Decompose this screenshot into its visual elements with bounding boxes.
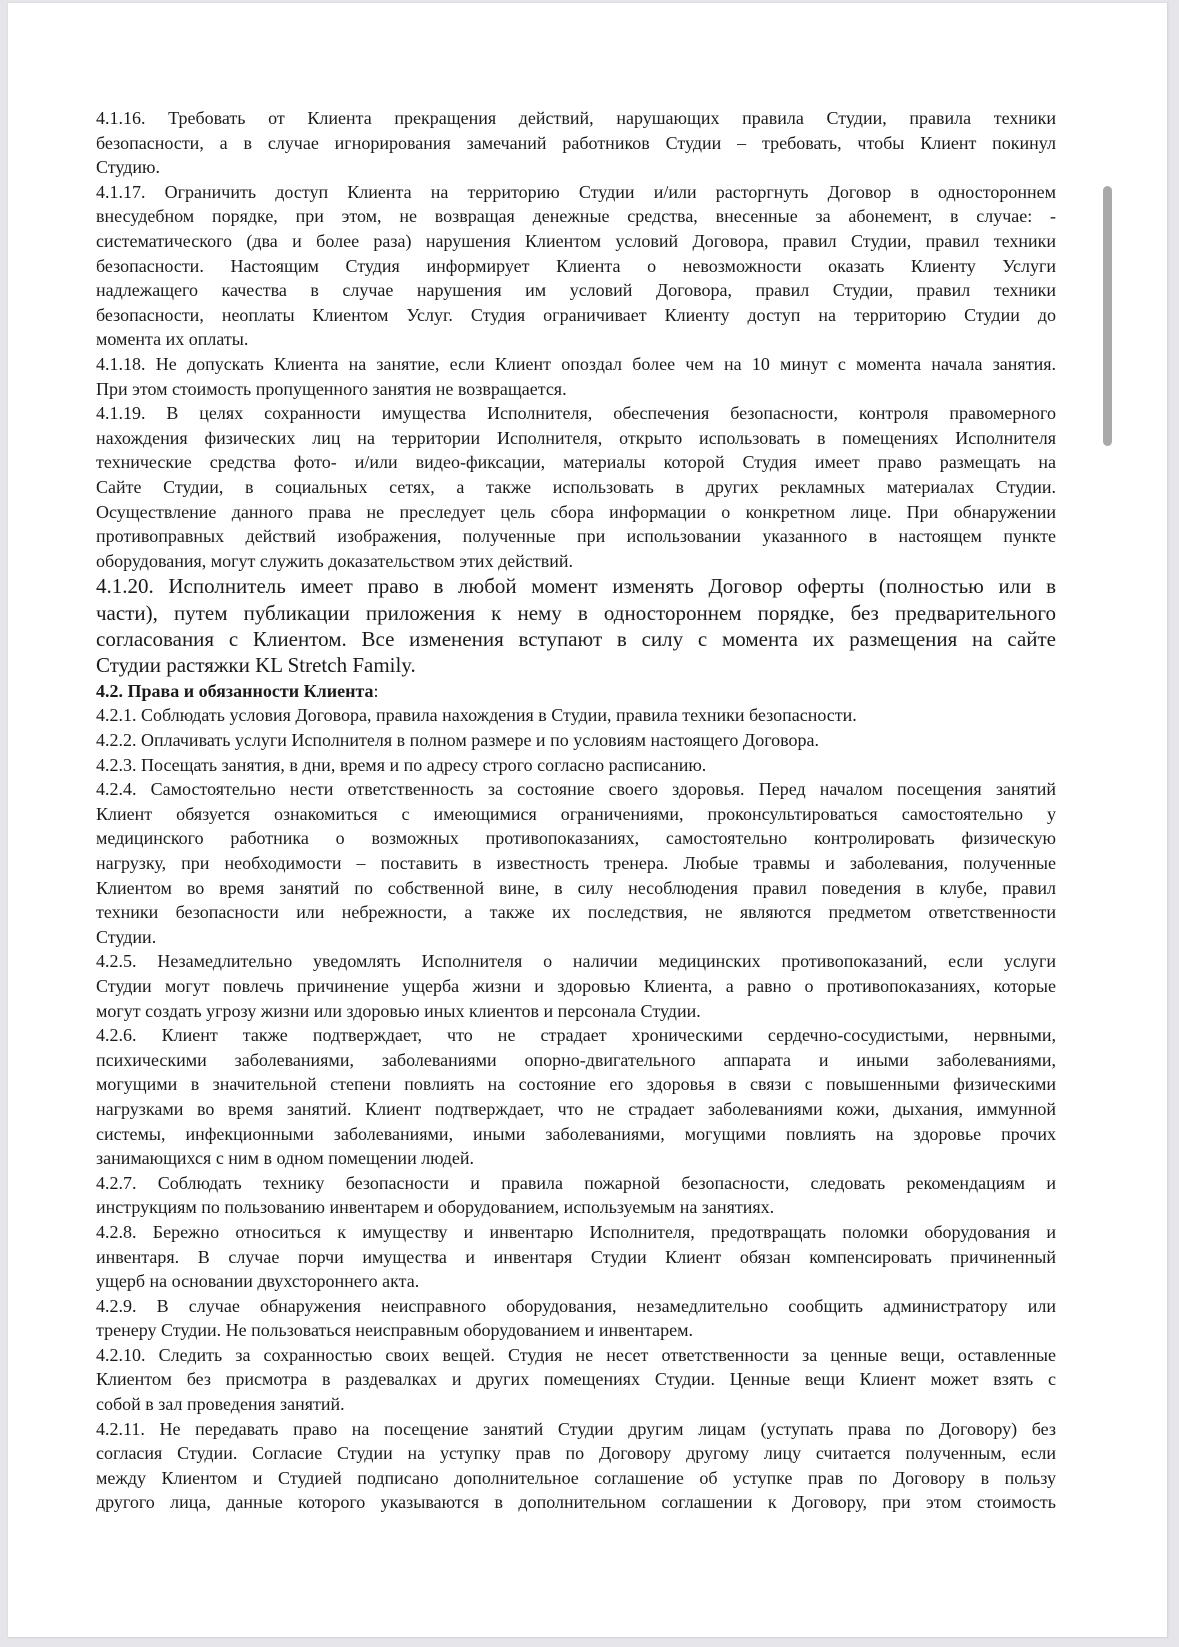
line-text: психическими заболеваниями, заболеваниями опорно-двигательного аппарата и иными заболеваниями, [96,1049,1056,1070]
text-line [96,1195,1056,1220]
text-line [96,876,1056,901]
text-line [96,600,1056,626]
text-line [96,106,1056,131]
text-line [96,1072,1056,1097]
text-line [96,352,1056,377]
line-text: момента их оплаты. [96,329,249,350]
line-text: собой в зал проведения занятий. [96,1394,345,1415]
text-line [96,549,1056,574]
line-text: Клиентом во время занятий по собственной вине, в силу несоблюдения правил поведения в клубе, правил [96,877,1056,898]
line-text: 4.2.3. Посещать занятия, в дни, время и по адресу строго согласно расписанию. [96,754,707,775]
text-line [96,1392,1056,1417]
text-line [96,703,1056,728]
clause-4-2-11 [96,1417,1056,1515]
line-text: Студию. [96,157,161,178]
clause-4-2-9 [96,1294,1056,1343]
text-line [96,1269,1056,1294]
scrollbar-thumb[interactable] [1103,186,1112,446]
line-text: надлежащего качества в случае нарушения им условий Договора, правил Студии, правил техники [96,280,1056,301]
clause-4-2-7 [96,1171,1056,1220]
text-line [96,155,1056,180]
text-line [96,974,1056,999]
document-page [8,3,1168,1638]
line-text: Студии растяжки KL Stretch Family. [96,653,416,678]
line-text: противоправных действий изображения, полученные при использовании указанного в настоящем пункте [96,526,1056,547]
clause-4-2-6 [96,1023,1056,1171]
line-text: 4.2.10. Следить за сохранностью своих вещей. Студия не несет ответственности за ценные вещи, оставленные [96,1344,1056,1365]
text-line [96,303,1056,328]
line-text: 4.2.6. Клиент также подтверждает, что не страдает хроническими сердечно-сосудистыми, нервными, [96,1025,1056,1046]
line-text: 4.1.17. Ограничить доступ Клиента на территорию Студии и/или расторгнуть Договор в одностороннем [96,181,1056,202]
line-text: 4.2.5. Незамедлительно уведомлять Исполнителя о наличии медицинских противопоказаний, если услуги [96,951,1056,972]
line-text: 4.2.2. Оплачивать услуги Исполнителя в полном размере и по условиям настоящего Договора. [96,730,820,751]
line-text: другого лица, данные которого указываются в дополнительном соглашении к Договору, при этом стоимость [96,1492,1056,1513]
line-text: системы, инфекционными заболеваниями, иными заболеваниями, могущими повлиять на здоровье прочих [96,1123,1056,1144]
line-text: систематического (два и более раза) нарушения Клиентом условий Договора, правил Студии, правил техники [96,230,1056,251]
line-text: 4.1.18. Не допускать Клиента на занятие, если Клиент опоздал более чем на 10 минут с момента начала занятия. [96,353,1056,374]
line-text: техники безопасности или небрежности, а также их последствия, не являются предметом ответственности [96,902,1056,923]
text-line [96,900,1056,925]
text-line [96,1318,1056,1343]
text-line [96,999,1056,1024]
text-line [96,524,1056,549]
line-text: Сайте Студии, в социальных сетях, а также использовать в других рекламных материалах Студии. [96,476,1056,497]
heading-line [96,679,1056,704]
text-line [96,278,1056,303]
line-text: 4.2.9. В случае обнаружения неисправного оборудования, незамедлительно сообщить администратору или [96,1295,1056,1316]
line-text: 4.2.1. Соблюдать условия Договора, правила нахождения в Студии, правила техники безопасности. [96,705,857,726]
text-line [96,1122,1056,1147]
text-line [96,777,1056,802]
text-line [96,131,1056,156]
clause-4-1-20 [96,573,1056,679]
line-text: ущерб на основании двухстороннего акта. [96,1271,420,1292]
text-line [96,1466,1056,1491]
clause-4-2-5 [96,949,1056,1023]
text-line [96,1048,1056,1073]
line-text: Клиентом без присмотра в раздевалках и других помещениях Студии. Ценные вещи Клиент может взять с [96,1369,1056,1390]
text-line [96,753,1056,778]
line-text: тренеру Студии. Не пользоваться неисправным оборудованием и инвентарем. [96,1320,694,1341]
text-line [96,1023,1056,1048]
clause-4-2-10 [96,1343,1056,1417]
line-text: технические средства фото- и/или видео-фиксации, материалы которой Студия имеет право размещать на [96,452,1056,473]
text-line [96,254,1056,279]
text-line [96,1097,1056,1122]
text-line [96,728,1056,753]
text-line [96,626,1056,652]
line-text: 4.1.19. В целях сохранности имущества Исполнителя, обеспечения безопасности, контроля правомерного [96,403,1056,424]
text-line [96,377,1056,402]
text-line [96,1441,1056,1466]
text-line [96,500,1056,525]
line-text: 4.2.11. Не передавать право на посещение занятий Студии другим лицам (уступать права по Договору) без [96,1418,1056,1439]
line-text: безопасности, а в случае игнорирования замечаний работников Студии – требовать, чтобы Клиент покинул [96,132,1056,153]
text-line [96,180,1056,205]
text-line [96,1367,1056,1392]
line-text: занимающихся с ним в одном помещении людей. [96,1148,474,1169]
text-line [96,925,1056,950]
line-text: медицинского работника о возможных противопоказаниях, самостоятельно контролировать физическую [96,828,1056,849]
line-text: оборудования, могут служить доказательством этих действий. [96,550,573,571]
text-line [96,1245,1056,1270]
line-text: между Клиентом и Студией подписано дополнительное соглашение об уступке прав по Договору в пользу [96,1467,1056,1488]
text-line [96,652,1056,678]
line-text: внесудебном порядке, при этом, не возвращая денежные средства, внесенные за абонемент, в случае: - [96,206,1056,227]
line-text: Студии. [96,926,157,947]
line-text: Студии могут повлечь причинение ущерба жизни и здоровью Клиента, а равно о противопоказаниях, которые [96,975,1056,996]
clause-4-1-19 [96,401,1056,573]
line-text: 4.2.8. Бережно относиться к имуществу и инвентарю Исполнителя, предотвращать поломки оборудования и [96,1221,1056,1242]
text-line [96,401,1056,426]
text-line [96,229,1056,254]
line-text: инструкциям по пользованию инвентарем и оборудованием, используемым на занятиях. [96,1197,775,1218]
text-line [96,1294,1056,1319]
line-text: нагрузками во время занятий. Клиент подтверждает, что не страдает заболеваниями кожи, дыхания, иммунной [96,1098,1056,1119]
text-line [96,1146,1056,1171]
line-text: нагрузку, при необходимости – поставить в известность тренера. Любые травмы и заболевания, полученные [96,853,1056,873]
text-line [96,851,1056,876]
line-text: инвентаря. В случае порчи имущества и инвентаря Студии Клиент обязан компенсировать причиненный [96,1246,1056,1267]
clause-4-2-2 [96,728,1056,753]
text-line [96,450,1056,475]
text-line [96,949,1056,974]
clause-4-2-1 [96,703,1056,728]
clause-4-1-18 [96,352,1056,401]
clause-4-2-4 [96,777,1056,949]
line-text: 4.1.20. Исполнитель имеет право в любой момент изменять Договор оферты (полностью или в [96,574,1056,599]
text-line [96,1171,1056,1196]
document-body [96,106,1056,1515]
text-line [96,1490,1056,1515]
line-text: безопасности. Настоящим Студия информирует Клиента о невозможности оказать Клиенту Услуги [96,255,1056,276]
line-text: нахождения физических лиц на территории Исполнителя, открыто использовать в помещениях Исполнителя [96,427,1056,448]
line-text: 4.2.7. Соблюдать технику безопасности и правила пожарной безопасности, следовать рекомендациям и [96,1172,1056,1193]
clause-4-1-16 [96,106,1056,180]
text-line [96,426,1056,451]
line-text: могущими в значительной степени повлиять на состояние его здоровья в связи с повышенными физическими [96,1074,1056,1095]
text-line [96,1220,1056,1245]
clause-4-2-3 [96,753,1056,778]
text-line [96,204,1056,229]
text-line [96,327,1056,352]
text-line [96,1343,1056,1368]
line-text: Клиент обязуется ознакомиться с имеющимися ограничениями, проконсультироваться самостоятельно у [96,803,1056,824]
line-text: части), путем публикации приложения к нему в одностороннем порядке, без предварительного [96,600,1056,625]
clause-4-1-17 [96,180,1056,352]
text-line [96,475,1056,500]
text-line [96,1417,1056,1442]
line-text: согласия Студии. Согласие Студии на уступку прав по Договору другому лицу считается полученным, если [96,1443,1056,1464]
heading-colon: : [373,680,379,701]
clause-4-2-8 [96,1220,1056,1294]
text-line [96,573,1056,599]
line-text: 4.1.16. Требовать от Клиента прекращения действий, нарушающих правила Студии, правила техники [96,108,1056,128]
text-line [96,802,1056,827]
section-heading [96,679,1056,704]
heading-title: 4.2. Права и обязанности Клиента [96,680,374,701]
text-line [96,826,1056,851]
line-text: безопасности, неоплаты Клиентом Услуг. Студия ограничивает Клиенту доступ на территорию Студии до [96,304,1056,325]
line-text: согласования с Клиентом. Все изменения вступают в силу с момента их размещения на сайте [96,627,1056,652]
line-text: 4.2.4. Самостоятельно нести ответственность за состояние своего здоровья. Перед началом посещения занятий [96,779,1056,800]
line-text: могут создать угрозу жизни или здоровью иных клиентов и персонала Студии. [96,1000,701,1021]
line-text: При этом стоимость пропущенного занятия не возвращается. [96,378,567,399]
line-text: Осуществление данного права не преследует цель сбора информации о конкретном лице. При обнаружении [96,501,1056,522]
